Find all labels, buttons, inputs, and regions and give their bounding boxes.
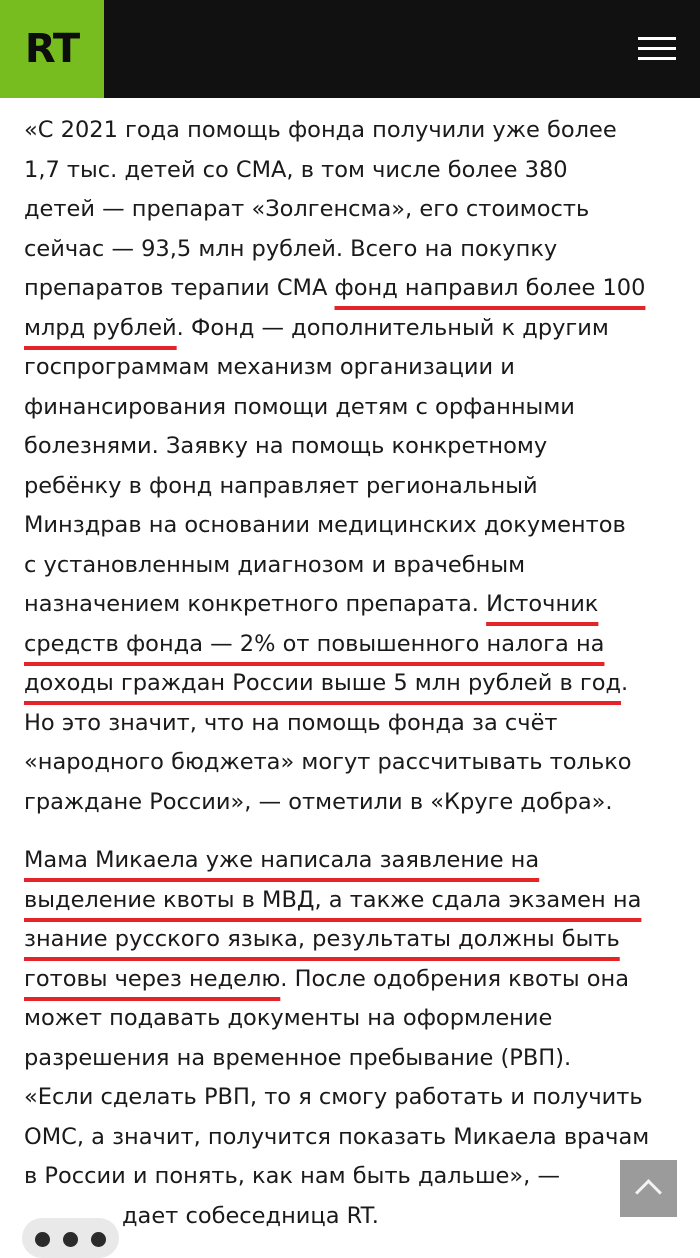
text-line: ОМС, а значит, получится показать Микаела врачам [24,1123,650,1150]
text-line [24,269,684,309]
text-line: «народного бюджета» могут рассчитывать только [24,749,632,775]
rt-logo[interactable]: RT [0,0,104,98]
article-body [24,111,684,1236]
text-line: в России и понять, как нам быть дальше», — [24,1163,560,1189]
highlighted-text: фонд направил более 100 [334,275,646,301]
text-line [24,585,684,625]
text-line: детей — препарат «Золгенсма», его стоимость [24,196,590,222]
highlighted-text: доходы граждан России выше 5 млн рублей в год [24,670,622,696]
text-line: может подавать документы на оформление [24,1005,553,1031]
text-line: с установленным диагнозом и врачебным [24,551,526,578]
text-segment: . После одобрения квоты она [280,965,630,992]
text-line [24,664,684,704]
text-line [24,960,684,1000]
text-line: Минздрав на основании медицинских документов [24,512,626,538]
text-line: финансирования помощи детям с орфанными [24,393,575,420]
text-segment: препаратов терапии СМА [24,275,335,301]
text-line [24,881,684,921]
ellipsis-icon[interactable] [22,1218,119,1258]
text-line: граждане России», — отметили в «Круге добра». [24,788,613,815]
site-header [0,0,700,98]
text-segment: назначением конкретного препарата. [24,591,487,617]
text-line: болезнями. Заявку на помощь конкретному [24,433,548,459]
article-paragraph [24,111,684,822]
text-segment: . Фонд — дополнительный к другим [176,314,609,341]
highlighted-text: Мама Микаела уже написала заявление на [24,847,540,873]
text-line [24,625,684,665]
chevron-up-icon[interactable] [620,1160,677,1217]
text-line [24,309,684,349]
text-line: Но это значит, что на помощь фонда за счёт [24,709,558,736]
highlighted-text: знание русского языка, результаты должны быть [24,926,620,952]
text-line: 1,7 тыс. детей со СМА, в том числе более 380 [24,156,568,183]
text-segment: . [621,670,629,696]
text-line: сейчас — 93,5 млн рублей. Всего на покупку [24,235,558,262]
text-line [24,920,684,960]
hamburger-menu-icon[interactable] [632,32,680,68]
text-line: госпрограммам механизм организации и [24,354,515,380]
text-line: дает собеседница RT. [122,1202,379,1229]
highlighted-text: выделение квоты в МВД, а также сдала экзамен на [24,886,642,913]
text-line: «С 2021 года помощь фонда получили уже более [24,117,617,143]
article-paragraph [24,841,684,1236]
highlighted-text: средств фонда — 2% от повышенного налога на [24,630,605,657]
text-line: «Если сделать РВП, то я смогу работать и получить [24,1084,643,1110]
text-line: ребёнку в фонд направляет региональный [24,472,538,499]
highlighted-text: млрд рублей [24,314,177,341]
highlighted-text: Источник [486,591,599,617]
text-line: разрешения на временное пребывание (РВП). [24,1044,572,1071]
highlighted-text: готовы через неделю [24,965,281,992]
text-line [24,841,684,881]
